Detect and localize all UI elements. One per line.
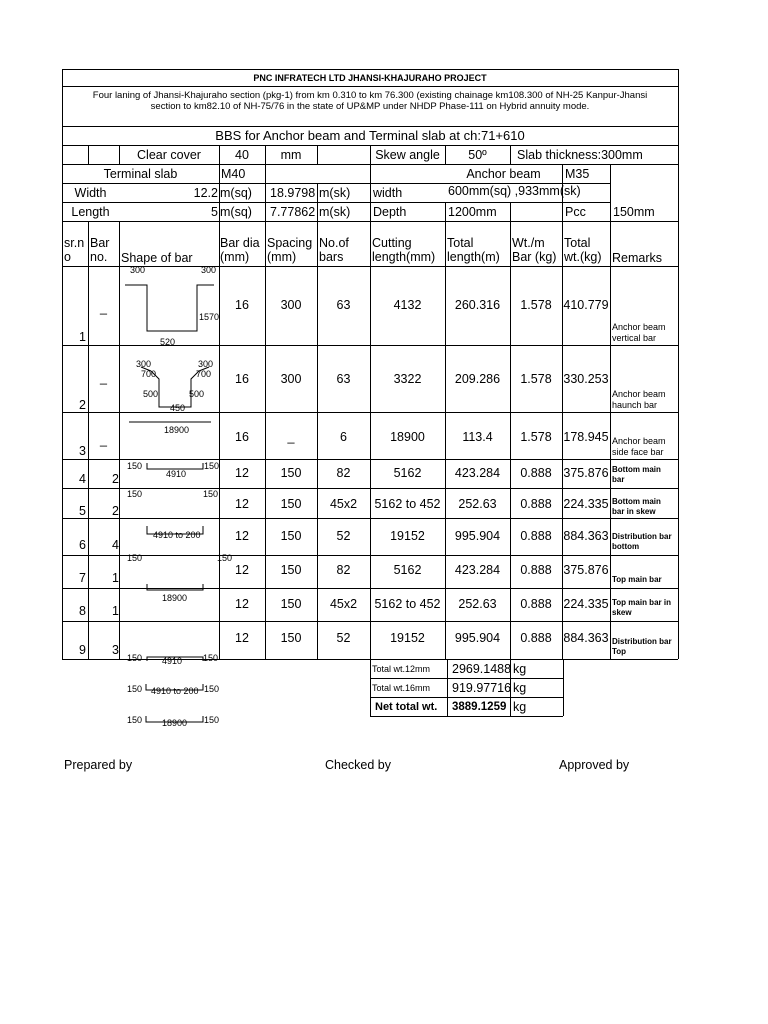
extra1-right: 150 xyxy=(204,684,220,694)
row-cutting: 3322 xyxy=(393,372,422,386)
project-description-line-1: Four laning of Jhansi-Khajuraho section (pkg-1) from km 0.310 to km 76.300 (existing chainage km108.300 of NH-25 Kanpur-Jhansi xyxy=(92,90,648,101)
row-cutting: 5162 to 452 xyxy=(374,497,441,511)
row-total-length: 260.316 xyxy=(454,298,501,312)
shape4-mid: 4910 xyxy=(166,469,187,479)
checked-by-label: Checked by xyxy=(325,758,392,772)
net-total-unit: kg xyxy=(513,700,527,714)
total-12mm-unit: kg xyxy=(513,662,527,676)
col-total-weight-line2: wt.(kg) xyxy=(564,250,602,264)
row-srno: 3 xyxy=(79,444,86,458)
row-weight: 0.888 xyxy=(520,497,552,511)
bbs-title: BBS for Anchor beam and Terminal slab at ch:71+610 xyxy=(215,128,525,143)
row-total-weight: 224.335 xyxy=(563,497,609,511)
row-cutting: 19152 xyxy=(390,631,425,645)
row-total-length: 423.284 xyxy=(454,563,501,577)
col-total-length-line1: Total xyxy=(447,236,474,250)
row-total-weight: 178.945 xyxy=(563,430,609,444)
clear-cover-value: 40 xyxy=(235,148,249,162)
row-remark-line1: Anchor beam xyxy=(612,436,666,446)
width-unit-sk: m(sk) xyxy=(319,186,351,200)
row-srno: 5 xyxy=(79,504,86,518)
row-srno: 8 xyxy=(79,604,86,618)
row-weight: 1.578 xyxy=(520,298,552,312)
extra2-left: 150 xyxy=(127,715,143,725)
row-barno: 2 xyxy=(112,504,119,518)
row-barno: _ xyxy=(100,371,107,385)
row-barno: _ xyxy=(100,433,107,447)
clear-cover-unit: mm xyxy=(280,148,302,162)
skew-angle-value: 50º xyxy=(468,148,487,162)
extra2-right: 150 xyxy=(204,715,220,725)
row-total-weight: 330.253 xyxy=(563,372,609,386)
row-srno: 9 xyxy=(79,643,86,657)
row-remark-line2: Top xyxy=(612,647,627,656)
extra2-mid: 18900 xyxy=(162,718,188,728)
col-spacing-line2: (mm) xyxy=(267,250,297,264)
row-dia: 12 xyxy=(235,466,249,480)
row-cutting: 19152 xyxy=(390,529,425,543)
col-barno-line1: Bar xyxy=(90,236,110,250)
extra1-left: 150 xyxy=(127,684,143,694)
row-remark-line1: Bottom main xyxy=(612,497,661,506)
row-remark-line1: Distribution bar xyxy=(612,637,672,646)
row-spacing: 150 xyxy=(280,529,302,543)
row-dia: 12 xyxy=(235,529,249,543)
row-cutting: 18900 xyxy=(390,430,425,444)
width-skew-value: 18.9798 xyxy=(270,186,316,200)
row-nos: 63 xyxy=(336,298,351,312)
anchor-width-label: width xyxy=(373,186,403,200)
length-unit-sk: m(sk) xyxy=(319,205,351,219)
shape2-top-left: 300 xyxy=(136,359,152,369)
col-total-length-line2: length(m) xyxy=(447,250,500,264)
row-cutting: 5162 to 452 xyxy=(374,597,441,611)
project-description-line-2: section to km82.10 of NH-75/76 in the state of UP&MP under NHDP Phase-111 on Hybrid annuity mode. xyxy=(150,101,590,112)
row-nos: 63 xyxy=(336,372,351,386)
shape2-mid-left: 700 xyxy=(141,369,157,379)
terminal-slab-grade: M40 xyxy=(221,167,246,181)
row-total-length: 995.904 xyxy=(454,631,501,645)
row-total-weight: 884.363 xyxy=(563,529,609,543)
row-remark-line1: Distribution bar xyxy=(612,532,672,541)
row-nos: 6 xyxy=(340,430,347,444)
row-remark-line2: haunch bar xyxy=(612,400,658,410)
row-remark-line2: bar xyxy=(612,475,625,484)
width-label: Width xyxy=(74,186,107,200)
shape2-top-right: 300 xyxy=(198,359,214,369)
row-dia: 12 xyxy=(235,563,249,577)
row-srno: 4 xyxy=(79,472,86,486)
row-spacing: 150 xyxy=(280,631,302,645)
row-barno: _ xyxy=(100,301,107,315)
row-weight: 0.888 xyxy=(520,631,552,645)
clear-cover-label: Clear cover xyxy=(137,148,201,162)
shape5-right: 150 xyxy=(203,489,219,499)
shape2-low-right: 500 xyxy=(189,389,205,399)
row-total-weight: 224.335 xyxy=(563,597,609,611)
bar-shape-3-icon xyxy=(119,412,219,459)
pcc-value: 150mm xyxy=(613,205,655,219)
terminal-slab-label: Terminal slab xyxy=(103,167,178,181)
length-value: 5 xyxy=(211,205,218,219)
row-cutting: 5162 xyxy=(393,563,422,577)
row-barno: 2 xyxy=(112,472,119,486)
shape1-base: 520 xyxy=(160,337,176,347)
extra1-mid: 4910 to 200 xyxy=(151,686,199,696)
row-total-length: 113.4 xyxy=(462,430,493,444)
row-weight: 1.578 xyxy=(520,430,552,444)
row-srno: 2 xyxy=(79,398,86,412)
row-barno: 1 xyxy=(112,571,119,585)
col-shape: Shape of bar xyxy=(121,251,193,265)
row-remark-line2: bottom xyxy=(612,542,640,551)
row-total-length: 995.904 xyxy=(454,529,501,543)
shape1-right-leg: 300 xyxy=(201,265,217,275)
width-unit-sq: m(sq) xyxy=(220,186,252,200)
shape4-left: 150 xyxy=(127,461,143,471)
row-weight: 1.578 xyxy=(520,372,552,386)
row-spacing: 150 xyxy=(280,597,302,611)
row-nos: 52 xyxy=(336,631,351,645)
row-srno: 1 xyxy=(79,330,86,344)
row-dia: 16 xyxy=(235,372,249,386)
shape9-mid: 4910 xyxy=(162,656,183,666)
shape1-left-leg: 300 xyxy=(130,265,146,275)
row-total-weight: 410.779 xyxy=(563,298,609,312)
row-total-length: 252.63 xyxy=(458,497,497,511)
row-spacing: 150 xyxy=(280,466,302,480)
row-spacing: 150 xyxy=(280,497,302,511)
total-16mm-unit: kg xyxy=(513,681,527,695)
col-nos-line1: No.of xyxy=(319,236,349,250)
col-cutting-line2: length(mm) xyxy=(372,250,436,264)
row-remark-line1: Top main bar xyxy=(612,575,662,584)
row-total-weight: 375.876 xyxy=(563,563,609,577)
row-srno: 6 xyxy=(79,538,86,552)
row-cutting: 4132 xyxy=(393,298,422,312)
row-barno: 1 xyxy=(112,604,119,618)
row-total-length: 252.63 xyxy=(458,597,497,611)
shape9-left: 150 xyxy=(127,653,143,663)
bar-shape-1-icon xyxy=(119,266,219,345)
col-remarks: Remarks xyxy=(612,251,663,265)
depth-value: 1200mm xyxy=(448,205,497,219)
total-12mm-label: Total wt.12mm xyxy=(372,664,431,674)
row-nos: 45x2 xyxy=(329,497,358,511)
anchor-beam-grade: M35 xyxy=(565,167,590,181)
row-remark-line2: bar in skew xyxy=(612,507,656,516)
col-total-weight-line1: Total xyxy=(564,236,591,250)
shape7-right: 150 xyxy=(217,553,233,563)
col-dia-line1: Bar dia xyxy=(220,236,260,250)
row-total-length: 209.286 xyxy=(454,372,501,386)
slab-thickness: Slab thickness:300mm xyxy=(517,148,643,162)
total-12mm-value: 2969.1488 xyxy=(452,662,512,676)
row-barno: 4 xyxy=(112,538,119,552)
row-remark-line2: skew xyxy=(612,608,632,617)
row-weight: 0.888 xyxy=(520,563,552,577)
length-skew-value: 7.77862 xyxy=(270,205,316,219)
length-label: Length xyxy=(71,205,110,219)
col-cutting-line1: Cutting xyxy=(372,236,412,250)
row-srno: 7 xyxy=(79,571,86,585)
shape9-right: 150 xyxy=(203,653,219,663)
row-dia: 12 xyxy=(235,597,249,611)
shape3-length: 18900 xyxy=(164,425,190,435)
company-title: PNC INFRATECH LTD JHANSI-KHAJURAHO PROJECT xyxy=(253,73,487,83)
row-dia: 12 xyxy=(235,631,249,645)
prepared-by-label: Prepared by xyxy=(64,758,133,772)
shape5-left: 150 xyxy=(127,489,143,499)
row-dia: 16 xyxy=(235,298,249,312)
total-16mm-label: Total wt.16mm xyxy=(372,683,431,693)
col-srno-line2: o xyxy=(64,250,71,264)
row-barno: 3 xyxy=(112,643,119,657)
shape1-height: 1570 xyxy=(199,312,220,322)
row-remark-line2: side face bar xyxy=(612,447,664,457)
row-spacing: 150 xyxy=(280,563,302,577)
net-total-value: 3889.1259 xyxy=(452,701,507,713)
approved-by-label: Approved by xyxy=(559,758,630,772)
col-barno-line2: no. xyxy=(90,250,108,264)
row-spacing: _ xyxy=(287,430,295,444)
row-dia: 16 xyxy=(235,430,249,444)
col-spacing-line1: Spacing xyxy=(267,236,313,250)
row-weight: 0.888 xyxy=(520,597,552,611)
net-total-label: Net total wt. xyxy=(375,701,438,713)
anchor-beam-label: Anchor beam xyxy=(466,167,541,181)
shape2-mid-right: 700 xyxy=(196,369,212,379)
pcc-label: Pcc xyxy=(565,205,586,219)
shape7-left: 150 xyxy=(127,553,143,563)
row-spacing: 300 xyxy=(280,298,302,312)
shape2-base: 450 xyxy=(170,403,186,413)
row-remark-line1: Anchor beam xyxy=(612,389,666,399)
shape8-mid: 18900 xyxy=(162,593,188,603)
row-dia: 12 xyxy=(235,497,249,511)
row-total-length: 423.284 xyxy=(454,466,501,480)
col-weight-line2: Bar (kg) xyxy=(512,250,557,264)
col-weight-line1: Wt./m xyxy=(512,236,545,250)
shape2-low-left: 500 xyxy=(143,389,159,399)
length-unit-sq: m(sq) xyxy=(220,205,252,219)
row-total-weight: 884.363 xyxy=(563,631,609,645)
row-weight: 0.888 xyxy=(520,529,552,543)
row-nos: 82 xyxy=(336,466,351,480)
row-nos: 52 xyxy=(336,529,351,543)
row-nos: 45x2 xyxy=(329,597,358,611)
shape4-right: 150 xyxy=(204,461,220,471)
row-remark-line1: Top main bar in xyxy=(612,598,671,607)
row-nos: 82 xyxy=(336,563,351,577)
col-dia-line2: (mm) xyxy=(220,250,250,264)
width-value: 12.2 xyxy=(193,186,218,200)
row-weight: 0.888 xyxy=(520,466,552,480)
col-nos-line2: bars xyxy=(319,250,344,264)
row-cutting: 5162 xyxy=(393,466,422,480)
depth-label: Depth xyxy=(373,205,407,219)
row-remark-line1: Bottom main xyxy=(612,465,661,474)
row-remark-line2: vertical bar xyxy=(612,333,657,343)
shape6-mid: 4910 to 200 xyxy=(153,530,201,540)
row-total-weight: 375.876 xyxy=(563,466,609,480)
total-16mm-value: 919.97716 xyxy=(452,681,512,695)
anchor-width-value: 600mm(sq) ,933mm(sk) xyxy=(448,184,581,198)
skew-angle-label: Skew angle xyxy=(375,148,440,162)
row-spacing: 300 xyxy=(280,372,302,386)
col-srno-line1: sr.n xyxy=(64,236,85,250)
row-remark-line1: Anchor beam xyxy=(612,322,666,332)
